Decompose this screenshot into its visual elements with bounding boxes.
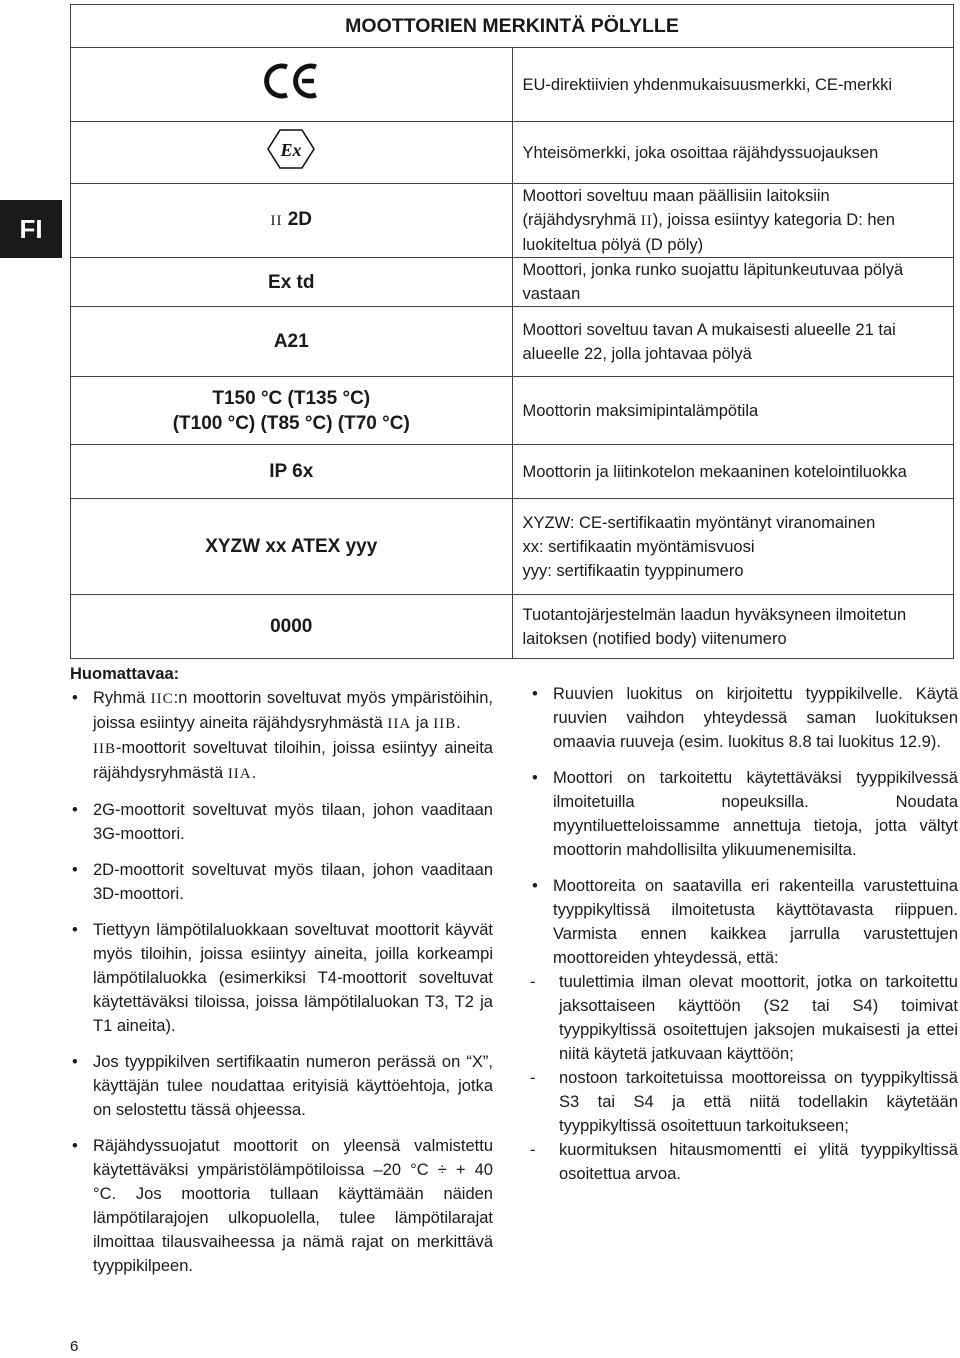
svg-text:Ex: Ex	[280, 140, 302, 160]
notes-right-column	[530, 682, 958, 1186]
list-item: • Moottori on tarkoitettu käytettäväksi tyyppikilvessä ilmoitetuilla nopeuksilla. Noudata myyntiluetteloissamme annettuja tietoja, jotta vältyt moottorin mahdollisilta ylikuumenemisilta.	[530, 766, 958, 862]
table-row	[71, 48, 954, 122]
row-desc: Tuotantojärjestelmän laadun hyväksyneen ilmoitetun laitoksen (notified body) viitenumero	[512, 595, 954, 659]
temperature-symbol: T150 °C (T135 °C) (T100 °C) (T85 °C) (T70 °C)	[71, 377, 513, 445]
notes-left-column	[70, 662, 493, 1290]
list-item: • Moottoreita on saatavilla eri rakenteilla varustettuina tyyppikyltissä ilmoitetusta käyttötavasta riippuen. Varmista ennen kaikkea jarrulla varustettujen moottoreiden yhteydessä, että:	[530, 874, 958, 970]
list-item: • Ryhmä IIC:n moottorin soveltuvat myös ympäristöihin, joissa esiintyy aineita räjähdysryhmästä IIA ja IIB. IIB-moottorit soveltuvat tiloihin, joissa esiintyy aineita räjähdysryhmästä IIA.	[70, 686, 493, 786]
language-tab: FI	[0, 200, 62, 258]
marking-table	[70, 4, 954, 659]
group-roman-numeral: II	[270, 213, 283, 229]
table-row	[71, 184, 954, 258]
list-item: • Ruuvien luokitus on kirjoitettu tyyppikilvelle. Käytä ruuvien vaihdon yhteydessä saman luokituksen omaavia ruuveja (esim. luokitus 8.8 tai luokitus 12.9).	[530, 682, 958, 754]
table-row	[71, 499, 954, 595]
dash-item: - nostoon tarkoitetuissa moottoreissa on tyyppikyltissä S3 tai S4 ja että niitä todellakin käytetään tyyppikyltissä osoitettuun tarkoitukseen;	[530, 1066, 958, 1138]
table-title-row	[71, 5, 954, 48]
zone-symbol: A21	[71, 307, 513, 377]
category-symbol: 2D	[287, 209, 313, 230]
notified-body-symbol: 0000	[71, 595, 513, 659]
table-row	[71, 258, 954, 307]
row-desc: Moottorin maksimipintalämpötila	[512, 377, 954, 445]
list-item: • Jos tyyppikilven sertifikaatin numeron perässä on “X”, käyttäjän tulee noudattaa erityisiä käyttöehtoja, jotka on selostettu tässä ohjeessa.	[70, 1050, 493, 1122]
row-desc: Moottori soveltuu tavan A mukaisesti alueelle 21 tai alueelle 22, jolla johtavaa pölyä	[512, 307, 954, 377]
table-row	[71, 445, 954, 499]
table-row	[71, 307, 954, 377]
certificate-symbol: XYZW xx ATEX yyy	[71, 499, 513, 595]
row-desc: Moottori soveltuu maan päällisiin laitoksiin (räjähdysryhmä II), joissa esiintyy kategoria D: hen luokiteltua pölyä (D pöly)	[512, 184, 954, 258]
list-item: • 2D-moottorit soveltuvat myös tilaan, johon vaaditaan 3D-moottori.	[70, 858, 493, 906]
dash-item: - tuulettimia ilman olevat moottorit, jotka on tarkoitettu jaksottaiseen käyttöön (S2 tai S4) toimivat tyyppikyltissä osoitettujen jaksojen mukaisesti ja ettei niitä käytetä jatkuvaan käyttöön;	[530, 970, 958, 1066]
ce-mark-icon	[261, 60, 321, 102]
ex-hexagon-icon	[266, 128, 316, 170]
table-title: MOOTTORIEN MERKINTÄ PÖLYLLE	[71, 5, 954, 48]
row-desc: Moottori, jonka runko suojattu läpitunkeutuvaa pölyä vastaan	[512, 258, 954, 307]
notes-heading: Huomattavaa:	[70, 665, 180, 683]
dash-item: - kuormituksen hitausmomentti ei ylitä tyyppikyltissä osoitettua arvoa.	[530, 1138, 958, 1186]
row-desc: Yhteisömerkki, joka osoittaa räjähdyssuojauksen	[512, 122, 954, 184]
row-desc: Moottorin ja liitinkotelon mekaaninen kotelointiluokka	[512, 445, 954, 499]
table-row	[71, 595, 954, 659]
ip-symbol: IP 6x	[71, 445, 513, 499]
list-item: • Tiettyyn lämpötilaluokkaan soveltuvat moottorit käyvät myös tiloihin, joissa esiintyy aineita, joilla korkeampi lämpötilaluokka (esimerkiksi T4-moottorit soveltuvat käytettäväksi tiloissa, joissa lämpötilaluokan T3, T2 ja T1 aineita).	[70, 918, 493, 1038]
list-item: • 2G-moottorit soveltuvat myös tilaan, johon vaaditaan 3G-moottori.	[70, 798, 493, 846]
row-desc: EU-direktiivien yhdenmukaisuusmerkki, CE-merkki	[512, 48, 954, 122]
page-number: 6	[70, 1338, 79, 1355]
protection-symbol: Ex td	[71, 258, 513, 307]
row-desc: XYZW: CE-sertifikaatin myöntänyt viranomainen xx: sertifikaatin myöntämisvuosi yyy: sertifikaatin tyyppinumero	[512, 499, 954, 595]
table-row	[71, 377, 954, 445]
list-item: • Räjähdyssuojatut moottorit on yleensä valmistettu käytettäväksi ympäristölämpötiloissa –20 °C ÷ + 40 °C. Jos moottoria tullaan käyttämään näiden lämpötilarajojen ulkopuolella, tulee lämpötilarajat ilmoittaa tilausvaiheessa ja nämä rajat on merkittävä tyyppikilpeen.	[70, 1134, 493, 1278]
table-row	[71, 122, 954, 184]
